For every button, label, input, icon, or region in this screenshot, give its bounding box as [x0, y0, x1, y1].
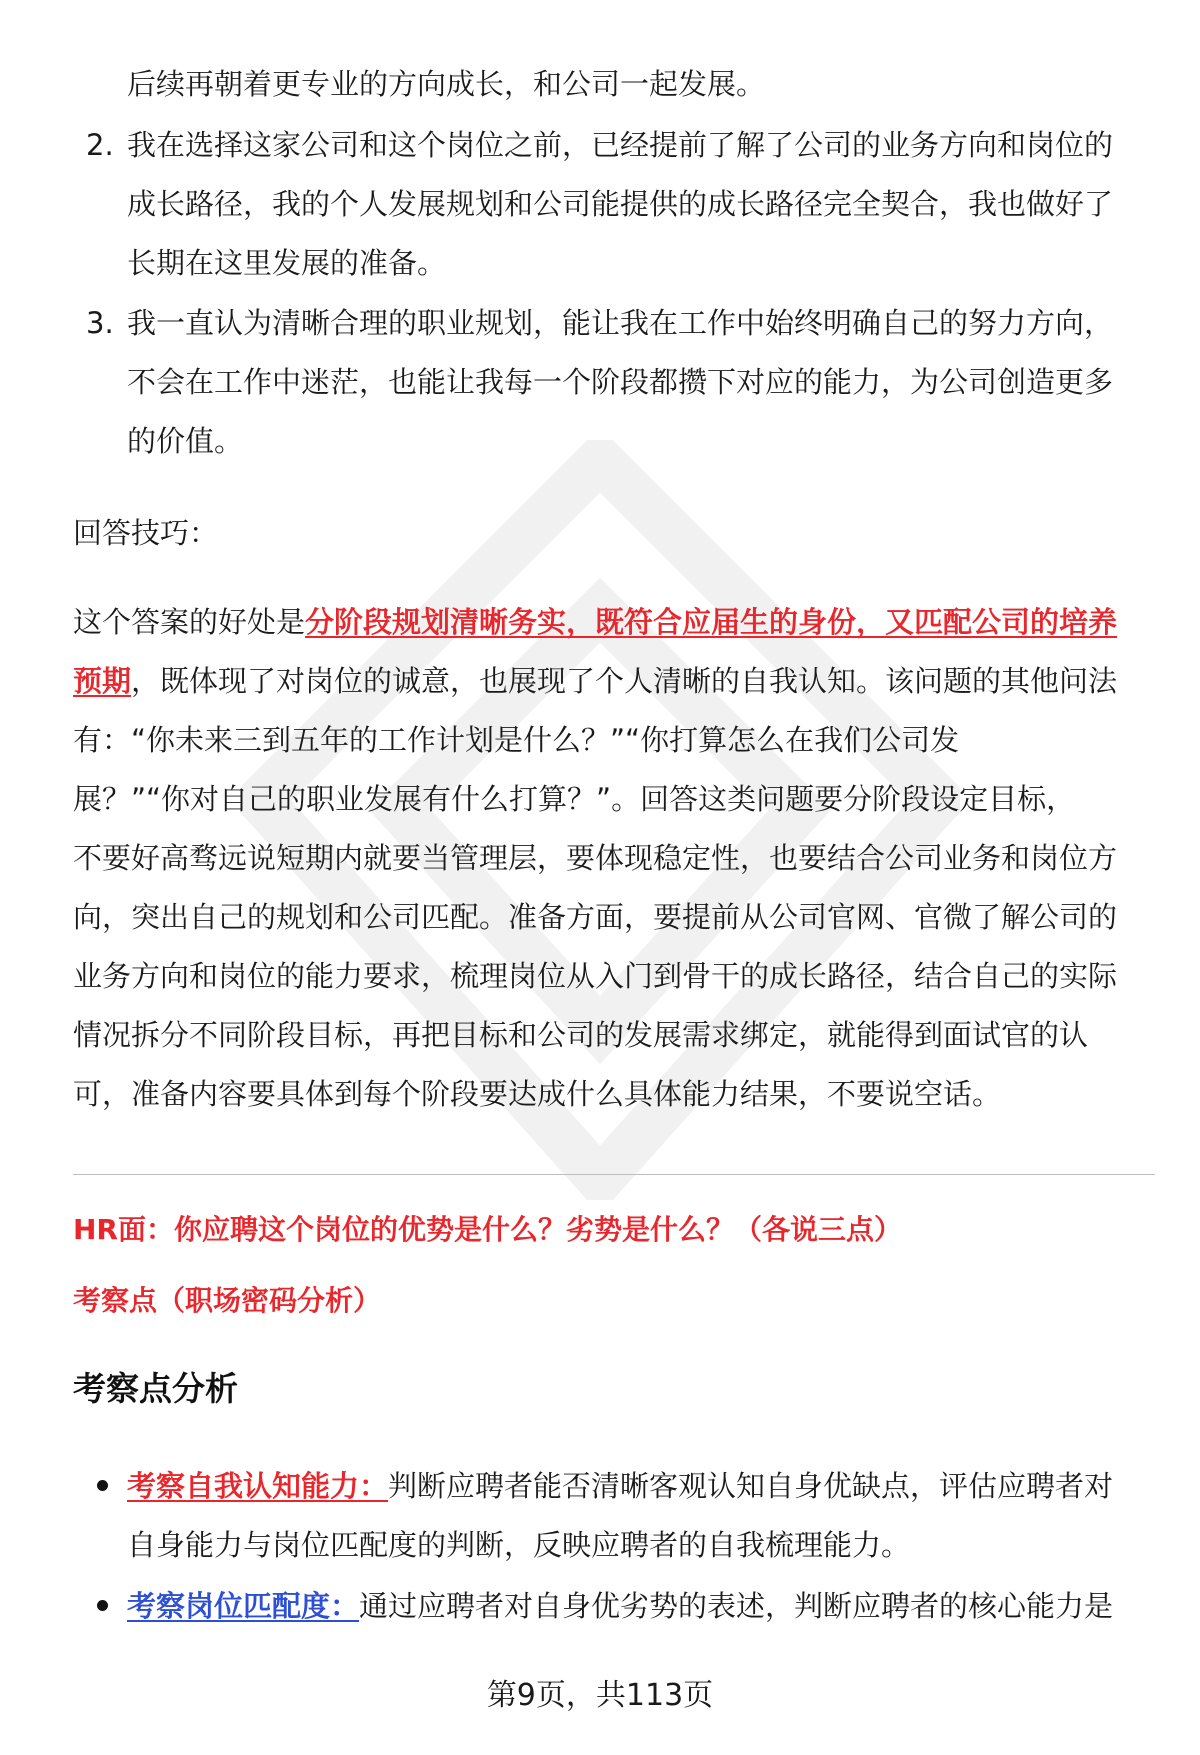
list-item-2-line-1: 我在选择这家公司和这个岗位之前，已经提前了解了公司的业务方向和岗位的	[127, 128, 1114, 162]
list-item-3-line-3: 的价值。	[127, 424, 244, 458]
list-item-3-line-1: 我一直认为清晰合理的职业规划，能让我在工作中始终明确自己的努力方向，	[127, 306, 1114, 340]
examination-point-heading: 考察点（职场密码分析）	[73, 1284, 382, 1317]
bullet-dot-2	[97, 1600, 108, 1611]
analysis-section-title: 考察点分析	[73, 1369, 238, 1408]
tips-line-2	[73, 661, 1117, 701]
list-item-3-line-2: 不会在工作中迷茫，也能让我每一个阶段都攒下对应的能力，为公司创造更多	[127, 365, 1114, 399]
analysis-bullet-1-text: 判断应聘者能否清晰客观认知自身优缺点，评估应聘者对	[388, 1469, 1114, 1503]
tips-line-8: 情况拆分不同阶段目标，再把目标和公司的发展需求绑定，就能得到面试官的认	[73, 1018, 1089, 1052]
hr-question-heading: HR面：你应聘这个岗位的优势是什么？劣势是什么？（各说三点）	[73, 1213, 902, 1246]
tips-line-2-text: ，既体现了对岗位的诚意，也展现了个人清晰的自我认知。该问题的其他问法	[131, 664, 1118, 698]
analysis-bullet-1-line-2: 自身能力与岗位匹配度的判断，反映应聘者的自我梳理能力。	[127, 1528, 911, 1562]
tips-line-5: 不要好高骛远说短期内就要当管理层，要体现稳定性，也要结合公司业务和岗位方	[73, 841, 1118, 875]
list-number-3: 3.	[86, 306, 114, 340]
tips-line-6: 向，突出自己的规划和公司匹配。准备方面，要提前从公司官网、官微了解公司的	[73, 900, 1118, 934]
list-number-2: 2.	[86, 128, 114, 162]
tips-label: 回答技巧：	[73, 516, 219, 550]
analysis-bullet-2-line-1	[127, 1586, 1113, 1626]
analysis-bullet-2-text: 通过应聘者对自身优劣势的表述，判断应聘者的核心能力是	[359, 1589, 1114, 1623]
tips-line-3: 有：“你未来三到五年的工作计划是什么？”“你打算怎么在我们公司发	[73, 723, 960, 757]
list-item-2-line-2: 成长路径，我的个人发展规划和公司能提供的成长路径完全契合，我也做好了	[127, 187, 1114, 221]
tips-line-1	[73, 602, 1117, 642]
section-divider	[73, 1174, 1155, 1175]
tips-line-1-text: 这个答案的好处是	[73, 605, 306, 639]
bullet-dot-1	[97, 1480, 108, 1491]
analysis-bullet-1-label: 考察自我认知能力：	[127, 1469, 389, 1503]
tips-highlight-1: 分阶段规划清晰务实，既符合应届生的身份，又匹配公司的培养	[305, 605, 1118, 639]
list-item-1-continuation: 后续再朝着更专业的方向成长，和公司一起发展。	[127, 67, 766, 101]
list-item-2-line-3: 长期在这里发展的准备。	[127, 246, 447, 280]
tips-line-4: 展？”“你对自己的职业发展有什么打算？”。回答这类问题要分阶段设定目标，	[73, 782, 1076, 816]
tips-line-7: 业务方向和岗位的能力要求，梳理岗位从入门到骨干的成长路径，结合自己的实际	[73, 959, 1118, 993]
page-footer: 第9页，共113页	[486, 1678, 714, 1713]
analysis-bullet-2-label: 考察岗位匹配度：	[127, 1589, 360, 1623]
analysis-bullet-1-line-1	[127, 1466, 1113, 1506]
tips-line-9: 可，准备内容要具体到每个阶段要达成什么具体能力结果，不要说空话。	[73, 1077, 1002, 1111]
tips-highlight-2: 预期	[73, 664, 132, 698]
